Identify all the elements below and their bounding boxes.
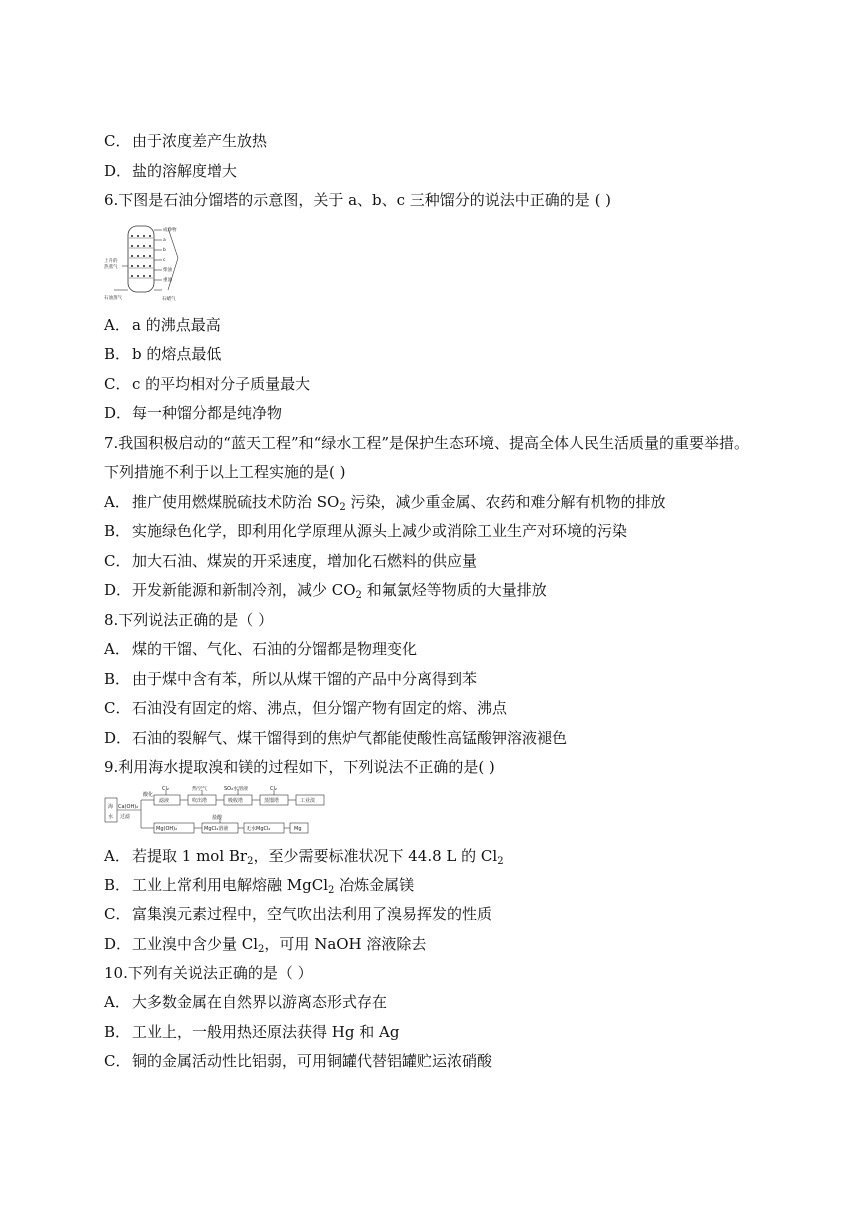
- option-text: 污染，减少重金属、农药和难分解有机物的排放: [345, 493, 666, 511]
- diagram-label: MgCl₂溶液: [204, 826, 229, 832]
- q8-option-c: [104, 698, 507, 718]
- option-text: 加大石油、煤炭的开采速度，增加化石燃料的供应量: [132, 552, 478, 570]
- fig-label: 重油: [163, 278, 172, 283]
- q9-option-d: [104, 934, 426, 954]
- option-letter: A．: [104, 847, 130, 865]
- option-text: ，至少需要标准状况下 44.8 L 的 Cl: [253, 847, 498, 865]
- option-text: 每一种馏分都是纯净物: [132, 404, 283, 422]
- q10-stem: 10.下列有关说法正确的是（ ）: [104, 964, 313, 982]
- q5-option-c: [104, 131, 267, 151]
- option-text: ，可用 NaOH 溶液除去: [264, 935, 427, 953]
- option-text: 开发新能源和新制冷剂，减少 CO: [132, 581, 356, 599]
- diagram-label: Ca(OH)₂: [118, 804, 139, 810]
- option-letter: C．: [104, 699, 131, 717]
- q9-option-a: [104, 846, 504, 866]
- distillation-tower-figure: [104, 218, 194, 304]
- option-letter: C．: [104, 552, 131, 570]
- q10-option-c: [104, 1051, 492, 1071]
- q7-option-a: [104, 492, 666, 512]
- option-letter: D．: [104, 935, 132, 953]
- subscript: 2: [258, 944, 265, 955]
- option-text: 大多数金属在自然界以游离态形式存在: [132, 993, 388, 1011]
- fig-label: b: [163, 248, 166, 253]
- option-text: 煤的干馏、气化、石油的分馏都是物理变化: [132, 640, 418, 658]
- option-text: 和氟氯烃等物质的大量排放: [361, 581, 547, 599]
- q10-option-a: [104, 992, 387, 1012]
- option-text: 工业溴中含少量 Cl: [132, 935, 259, 953]
- option-text: a 的沸点最高: [132, 316, 221, 334]
- option-text: 盐的溶解度增大: [132, 162, 238, 180]
- option-letter: B．: [104, 876, 131, 894]
- option-text: 实施绿色化学，即利用化学原理从源头上减少或消除工业生产对环境的污染: [132, 522, 628, 540]
- diagram-label: 工业溴: [300, 798, 316, 804]
- option-text: 若提取 1 mol Br: [132, 847, 248, 865]
- fig-label: c: [163, 258, 166, 263]
- q10-option-b: [104, 1022, 399, 1042]
- option-text: 工业上常利用电解熔融 MgCl: [132, 876, 329, 894]
- option-text: c 的平均相对分子质量最大: [132, 375, 311, 393]
- q6-stem: 6.下图是石油分馏塔的示意图，关于 a、b、c 三种馏分的说法中正确的是 ( ): [104, 191, 612, 209]
- option-letter: C．: [104, 905, 131, 923]
- option-text: 石油的裂解气、煤干馏得到的焦炉气都能使酸性高锰酸钾溶液褪色: [132, 729, 568, 747]
- q8-option-b: [104, 669, 477, 689]
- q7-stem-line1: 7.我国积极启动的“蓝天工程”和“绿水工程”是保护生态环境、提高全体人民生活质量的重要举措。: [104, 434, 749, 452]
- diagram-label: 海: [108, 804, 114, 810]
- diagram-label: 酸化: [143, 792, 154, 798]
- q7-option-d: [104, 580, 547, 600]
- fig-label: 柴油: [163, 268, 172, 273]
- q6-option-b: [104, 344, 221, 364]
- diagram-label: 热空气: [192, 786, 208, 792]
- diagram-label: 盐酸: [212, 815, 223, 821]
- option-text: 工业上，一般用热还原法获得 Hg 和 Ag: [132, 1023, 400, 1041]
- option-letter: D．: [104, 581, 132, 599]
- option-text: 冶炼金属镁: [334, 876, 415, 894]
- fig-label: 上升的: [104, 259, 118, 264]
- subscript: 2: [497, 856, 504, 867]
- option-letter: D．: [104, 404, 132, 422]
- diagram-label: Cl₂: [162, 786, 169, 792]
- option-letter: A．: [104, 493, 130, 511]
- option-letter: A．: [104, 640, 130, 658]
- option-letter: C．: [104, 132, 131, 150]
- subscript: 2: [247, 856, 254, 867]
- option-text: 石油没有固定的熔、沸点，但分馏产物有固定的熔、沸点: [132, 699, 508, 717]
- diagram-label: 吸收塔: [228, 798, 244, 804]
- diagram-label: 蒸馏塔: [264, 798, 280, 804]
- q9-stem: 9.利用海水提取溴和镁的过程如下，下列说法不正确的是( ): [104, 758, 495, 776]
- option-letter: D．: [104, 162, 132, 180]
- option-letter: B．: [104, 1023, 131, 1041]
- option-text: b 的熔点最低: [132, 345, 222, 363]
- q7-option-b: [104, 521, 627, 541]
- option-letter: A．: [104, 316, 130, 334]
- fig-label: 成净物: [163, 228, 177, 233]
- option-text: 推广使用燃煤脱硫技术防治 SO: [132, 493, 340, 511]
- subscript: 2: [355, 590, 362, 601]
- option-letter: B．: [104, 522, 131, 540]
- option-letter: C．: [104, 375, 131, 393]
- diagram-label: SO₂水溶液: [224, 786, 249, 792]
- option-letter: B．: [104, 670, 131, 688]
- q9-option-b: [104, 875, 414, 895]
- diagram-label: 水: [108, 814, 114, 820]
- seawater-flow-diagram: [104, 786, 330, 836]
- q8-stem: 8.下列说法正确的是（ ）: [104, 611, 274, 629]
- fig-label: a: [163, 238, 166, 243]
- option-text: 由于煤中含有苯，所以从煤干馏的产品中分离得到苯: [132, 670, 478, 688]
- fig-label: 石油蒸气: [104, 296, 122, 301]
- diagram-label: Mg(OH)₂: [156, 826, 178, 832]
- subscript: 2: [328, 885, 335, 896]
- diagram-label: 过滤: [120, 814, 131, 820]
- q7-stem-line2: 下列措施不利于以上工程实施的是( ): [104, 463, 346, 481]
- fig-label: 热蒸气: [104, 265, 118, 270]
- fig-label: 石蜡气: [162, 297, 176, 302]
- diagram-label: 滤液: [159, 798, 170, 804]
- diagram-label: Cl₂: [270, 786, 277, 792]
- option-letter: A．: [104, 993, 130, 1011]
- option-text: 富集溴元素过程中，空气吹出法利用了溴易挥发的性质: [132, 905, 493, 923]
- q7-option-c: [104, 551, 477, 571]
- diagram-label: Mg: [294, 826, 302, 832]
- option-letter: D．: [104, 729, 132, 747]
- q5-option-d: [104, 161, 237, 181]
- option-letter: C．: [104, 1052, 131, 1070]
- option-text: 铜的金属活动性比铝弱，可用铜罐代替铝罐贮运浓硝酸: [132, 1052, 493, 1070]
- q8-option-d: [104, 728, 567, 748]
- subscript: 2: [339, 502, 346, 513]
- diagram-label: 吹出塔: [192, 798, 208, 804]
- q6-option-c: [104, 374, 310, 394]
- diagram-label: 无水MgCl₂: [246, 826, 271, 832]
- q6-option-d: [104, 403, 282, 423]
- q6-option-a: [104, 315, 221, 335]
- q9-option-c: [104, 904, 492, 924]
- q8-option-a: [104, 639, 417, 659]
- option-letter: B．: [104, 345, 131, 363]
- option-text: 由于浓度差产生放热: [132, 132, 268, 150]
